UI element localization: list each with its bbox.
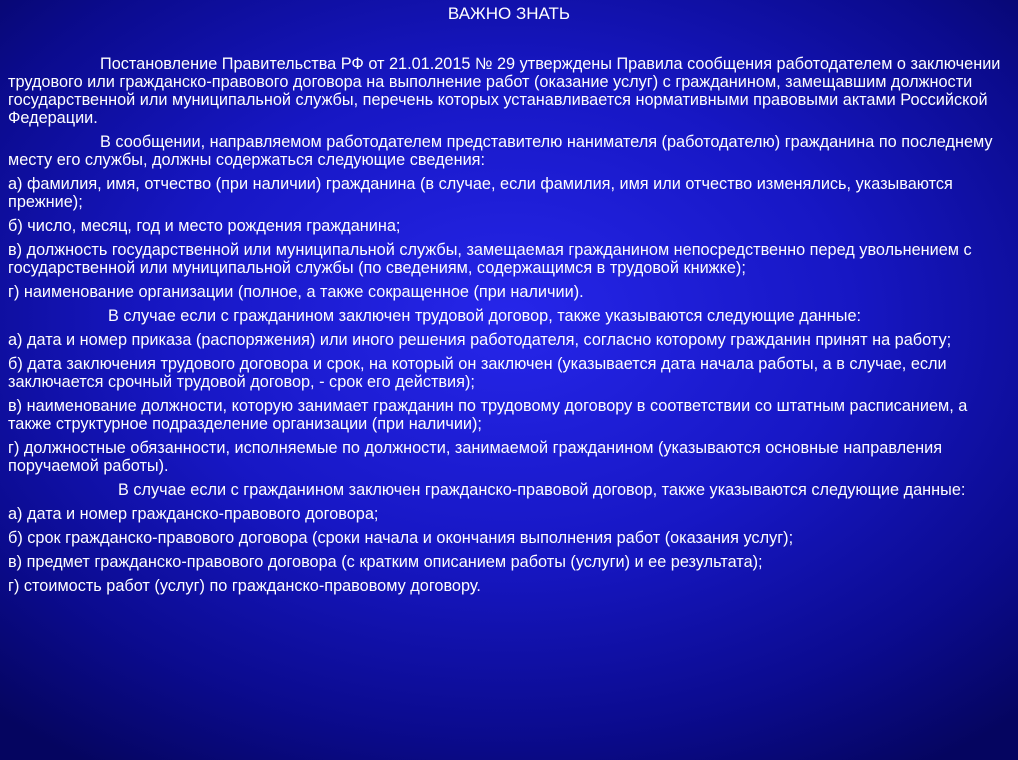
labor-item-d: г) должностные обязанности, исполняемые по должности, занимаемой гражданином (указываются основные направления поручаемой работы).	[8, 439, 943, 475]
slide-title: ВАЖНО ЗНАТЬ	[447, 4, 571, 23]
intro-paragraph: Постановление Правительства РФ от 21.01.2015 № 29 утверждены Правила сообщения работодателем о заключении трудового или гражданско-правового договора на выполнение работ (оказание услуг) с гражданином, замещавшим должности государственной или муниципальной службы, перечень которых устанавливается нормативными правовыми актами Российской Федерации.	[8, 55, 1001, 127]
general-item-d: г) наименование организации (полное, а также сокращенное (при наличии).	[8, 283, 584, 301]
labor-item-b: б) дата заключения трудового договора и срок, на который он заключен (указывается дата начала работы, а в случае, если заключается срочный трудовой договор, - срок его действия);	[8, 355, 947, 391]
civil-item-d: г) стоимость работ (услуг) по гражданско-правовому договору.	[8, 577, 481, 595]
civil-item-c: в) предмет гражданско-правового договора (с кратким описанием работы (услуги) и ее результата);	[8, 553, 763, 571]
civil-item-b: б) срок гражданско-правового договора (сроки начала и окончания выполнения работ (оказания услуг);	[8, 529, 794, 547]
labor-item-a: а) дата и номер приказа (распоряжения) или иного решения работодателя, согласно которому гражданин принят на работу;	[8, 331, 952, 349]
general-item-b: б) число, месяц, год и место рождения гражданина;	[8, 217, 401, 235]
slide-body	[8, 55, 1004, 595]
general-item-a: а) фамилия, имя, отчество (при наличии) гражданина (в случае, если фамилия, имя или отчество изменялись, указываются прежние);	[8, 175, 953, 211]
civil-lead-paragraph: В случае если с гражданином заключен гражданско-правовой договор, также указываются следующие данные:	[118, 481, 966, 499]
labor-lead-paragraph: В случае если с гражданином заключен трудовой договор, также указываются следующие данные:	[108, 307, 862, 325]
labor-item-c: в) наименование должности, которую занимает гражданин по трудовому договору в соответствии со штатным расписанием, а также структурное подразделение организации (при наличии);	[8, 397, 968, 433]
general-item-c: в) должность государственной или муниципальной службы, замещаемая гражданином непосредственно перед увольнением с государственной или муниципальной службы (по сведениям, содержащимся в трудовой книжке);	[8, 241, 972, 277]
civil-item-a: а) дата и номер гражданско-правового договора;	[8, 505, 379, 523]
general-lead-paragraph: В сообщении, направляемом работодателем представителю нанимателя (работодателю) гражданина по последнему месту его службы, должны содержаться следующие сведения:	[8, 133, 993, 169]
